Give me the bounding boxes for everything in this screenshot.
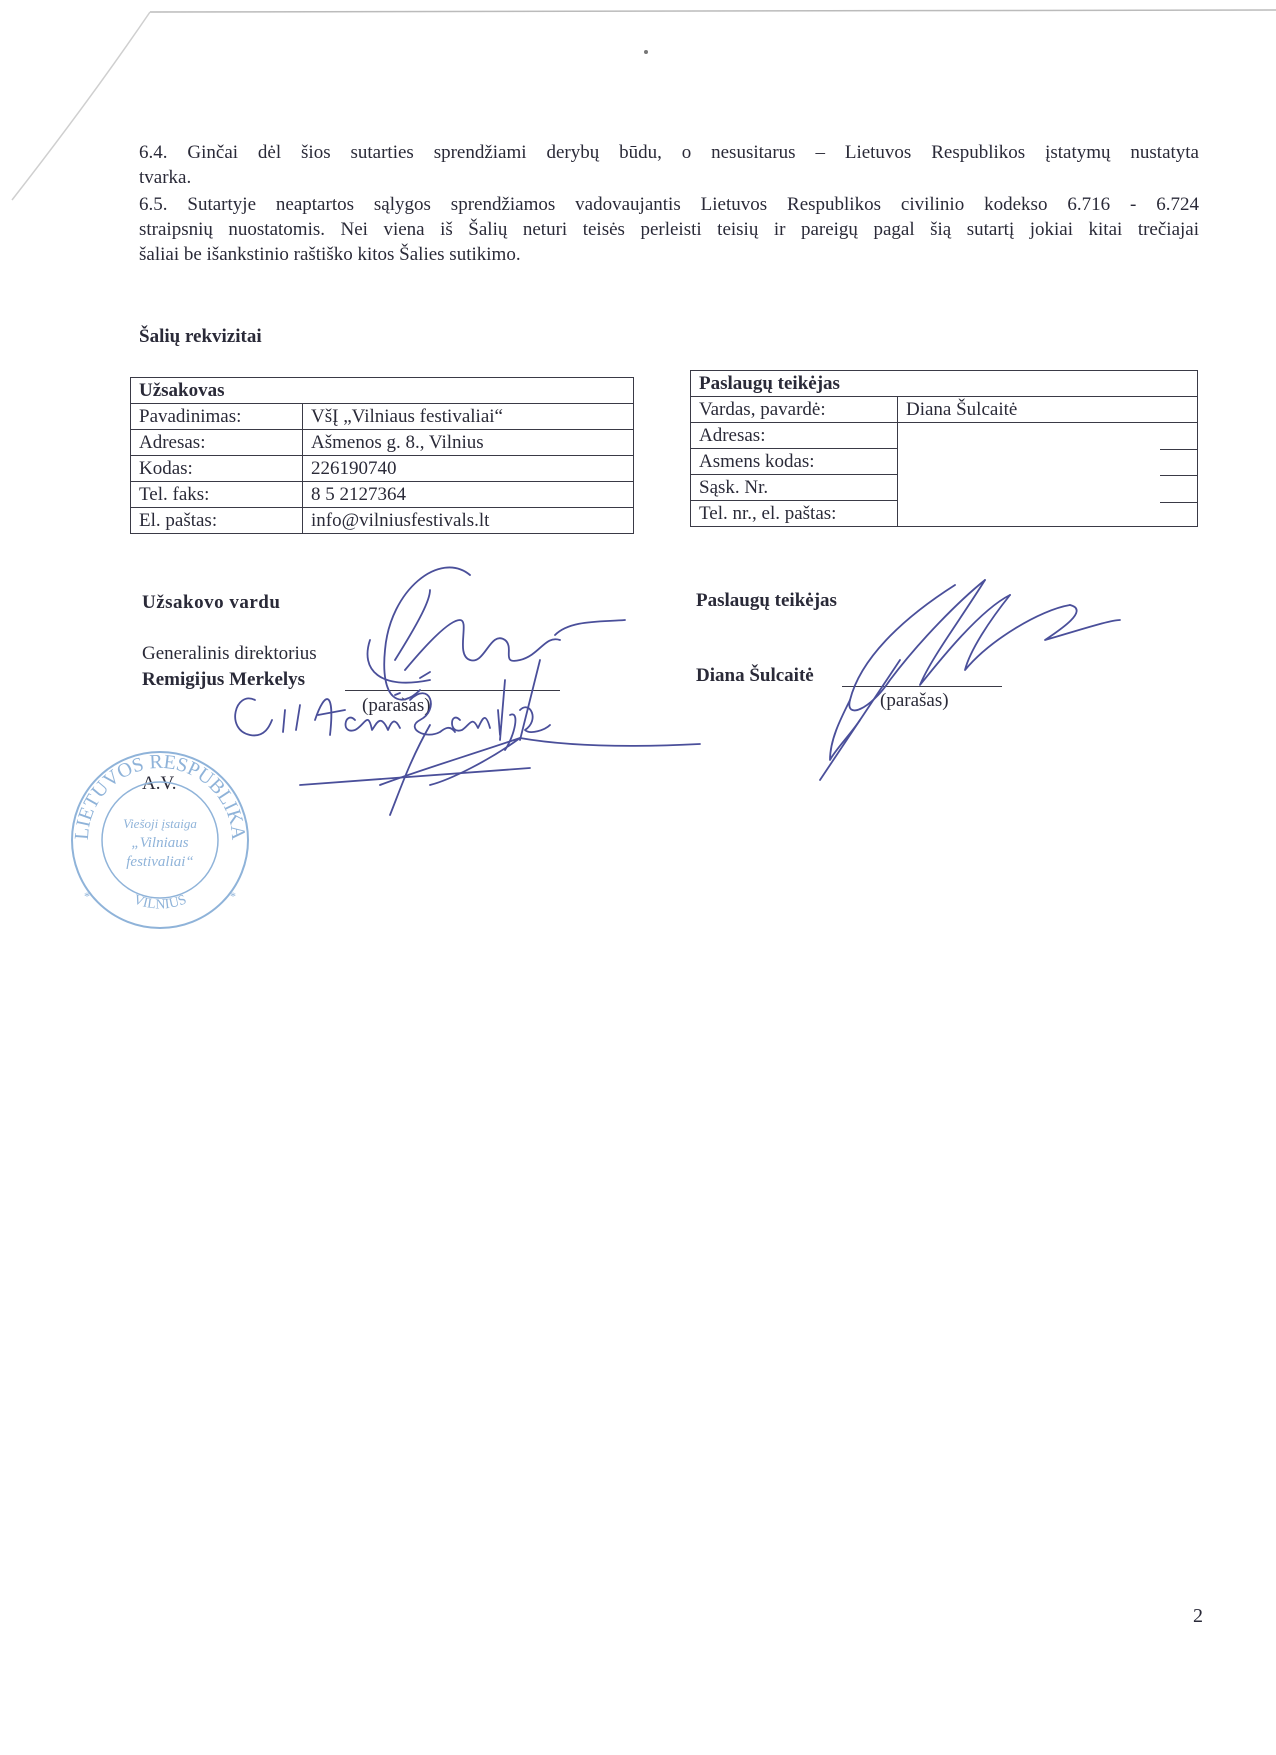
row-value [898, 475, 1198, 501]
seal-mark-label: A.V. [142, 773, 177, 794]
row-label: El. paštas: [131, 508, 303, 534]
clause-line: šaliai be išankstinio raštiško kitos Šalies sutikimo. [139, 244, 521, 265]
provider-signer-name: Diana Šulcaitė [696, 665, 814, 686]
seal-bottom-text: VILNIUS [131, 892, 189, 913]
page-number: 2 [1193, 1605, 1203, 1627]
svg-text:*: * [230, 889, 236, 903]
row-value: info@vilniusfestivals.lt [303, 508, 634, 534]
table-row [131, 482, 634, 508]
row-value [898, 501, 1198, 527]
seal-center-line: festivaliai“ [126, 854, 194, 870]
table-row [131, 456, 634, 482]
row-value: 226190740 [303, 456, 634, 482]
seal-center-line: Viešoji įstaiga [123, 816, 197, 831]
table-row [691, 397, 1198, 423]
row-label: Adresas: [691, 423, 898, 449]
handwritten-name-note [235, 672, 550, 750]
seal-ring-text: LIETUVOS RESPUBLIKA [70, 750, 250, 841]
customer-sign-heading: Užsakovo vardu [142, 592, 281, 613]
clause-line: 6.4. Ginčai dėl šios sutarties sprendžiami derybų būdu, o nesusitarus – Lietuvos Respublikos įstatymų nustatyta [139, 142, 1199, 163]
row-label: Kodas: [131, 456, 303, 482]
clause-line: straipsnių nuostatomis. Nei viena iš Šalių neturi teisės perleisti teisių ir pareigų pagal šią sutartį jokiai kitai trečiajai [139, 219, 1199, 240]
provider-requisites-table [690, 370, 1198, 527]
clause-6-4 [139, 140, 1199, 190]
clause-line: 6.5. Sutartyje neaptartos sąlygos sprendžiamos vadovaujantis Lietuvos Respublikos civilinio kodekso 6.716 - 6.724 [139, 194, 1199, 215]
table-rule [1160, 475, 1198, 476]
customer-requisites-table [130, 377, 634, 534]
row-label: Vardas, pavardė: [691, 397, 898, 423]
table-rule [1160, 449, 1198, 450]
provider-sign-heading: Paslaugų teikėjas [696, 590, 837, 611]
row-value: Ašmenos g. 8., Vilnius [303, 430, 634, 456]
table-row [691, 423, 1198, 449]
table-row [691, 501, 1198, 527]
row-label: Tel. faks: [131, 482, 303, 508]
row-value: Diana Šulcaitė [898, 397, 1198, 423]
row-label: Adresas: [131, 430, 303, 456]
provider-signature-scribble [820, 580, 1120, 780]
customer-signature-scribble [368, 567, 626, 740]
handwriting-layer [0, 560, 1276, 920]
table-row [131, 430, 634, 456]
customer-signature-caption: (parašas) [362, 695, 431, 716]
table-row [131, 404, 634, 430]
row-label: Pavadinimas: [131, 404, 303, 430]
row-label: Sąsk. Nr. [691, 475, 898, 501]
customer-position: Generalinis direktorius [142, 643, 317, 664]
svg-text:*: * [84, 889, 90, 903]
clause-6-5 [139, 192, 1199, 267]
provider-table-header: Paslaugų teikėjas [691, 371, 1198, 397]
row-value: VšĮ „Vilniaus festivaliai“ [303, 404, 634, 430]
seal-center-line: „Vilniaus [131, 835, 189, 851]
row-value [898, 423, 1198, 449]
row-label: Tel. nr., el. paštas: [691, 501, 898, 527]
row-value [898, 449, 1198, 475]
table-row [691, 475, 1198, 501]
provider-signature-caption: (parašas) [880, 690, 949, 711]
row-value: 8 5 2127364 [303, 482, 634, 508]
customer-table-header: Užsakovas [131, 378, 634, 404]
clause-line: tvarka. [139, 167, 192, 188]
table-rule [1160, 502, 1198, 503]
table-row [691, 449, 1198, 475]
section-title: Šalių rekvizitai [139, 326, 262, 347]
row-label: Asmens kodas: [691, 449, 898, 475]
table-row [131, 508, 634, 534]
customer-signer-name: Remigijus Merkelys [142, 669, 306, 690]
